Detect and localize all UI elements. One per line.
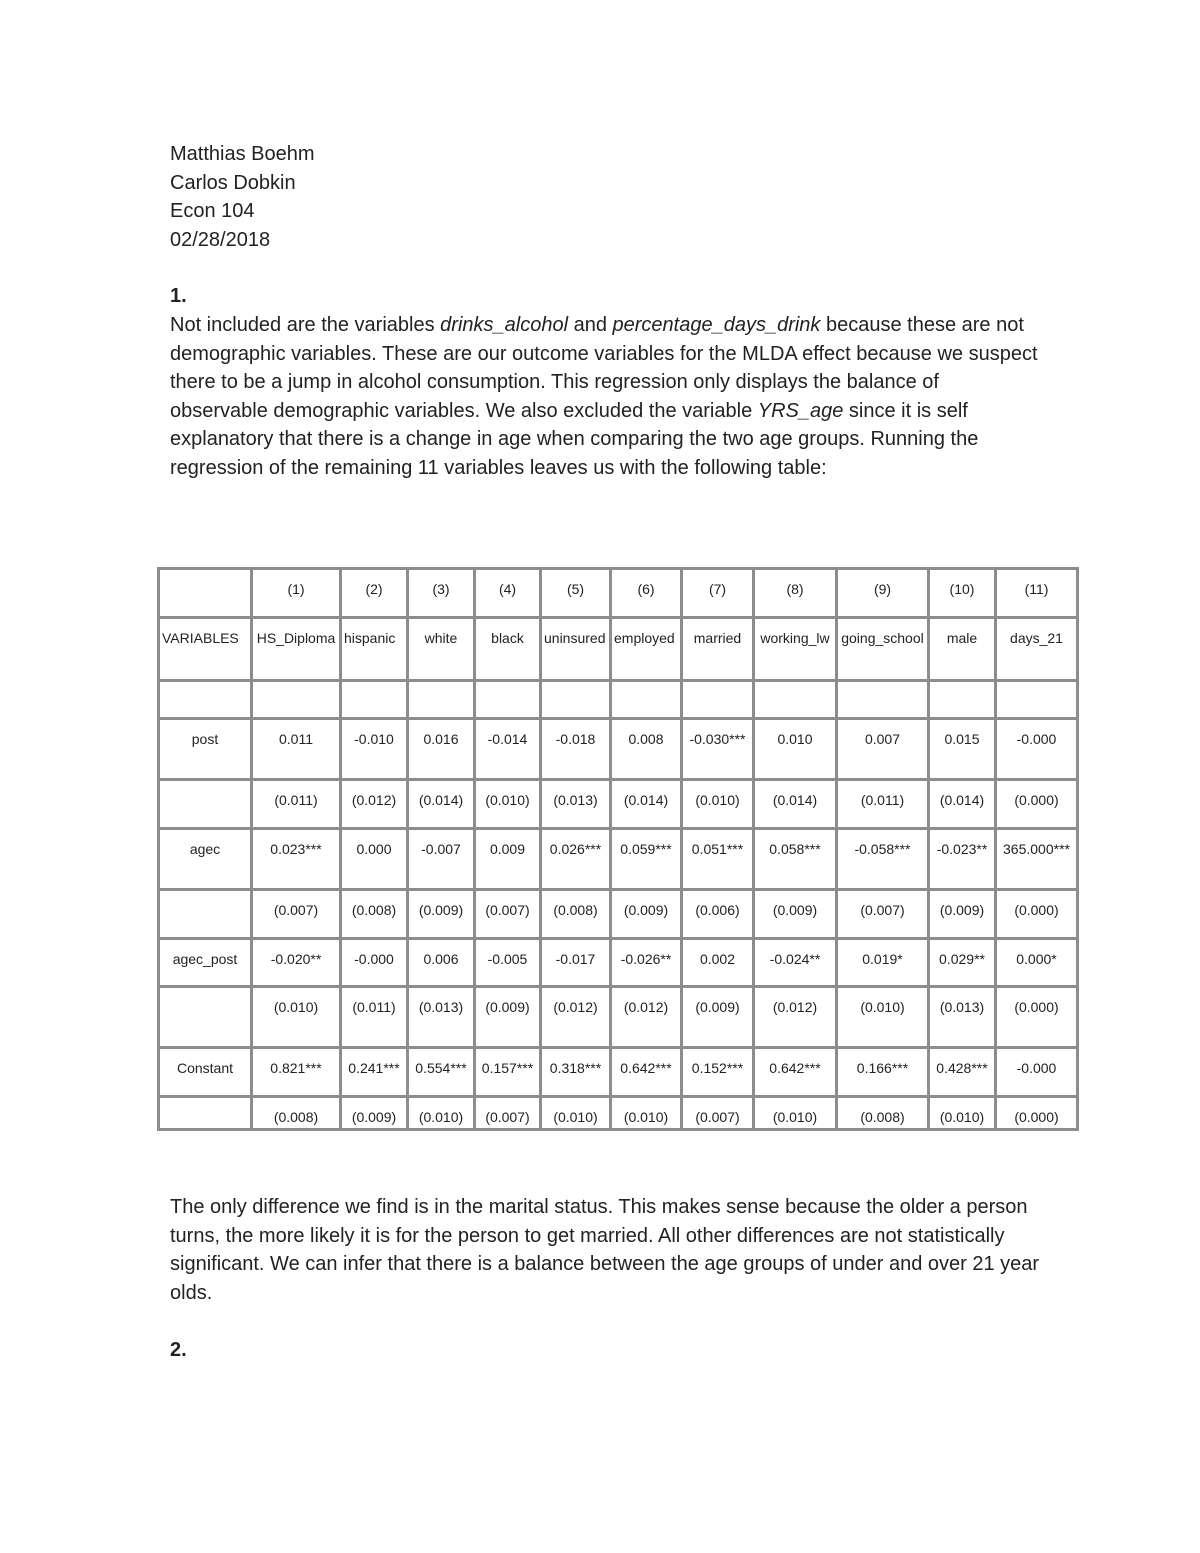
column-name-4	[475, 618, 541, 681]
question-1-number: 1.	[170, 285, 187, 307]
table-cell	[252, 890, 341, 939]
table-cell	[929, 829, 996, 890]
table-cell	[837, 1097, 929, 1130]
table-cell	[754, 1048, 837, 1097]
table-cell-text: 0.007	[864, 731, 901, 747]
empty-cell-text	[838, 682, 927, 692]
empty-cell	[611, 681, 682, 719]
table-cell-text: -0.020**	[270, 951, 322, 967]
column-number-10-text: (10)	[949, 581, 975, 597]
table-cell-text: 0.157***	[481, 1060, 534, 1076]
table-cell-text: 365.000***	[1003, 841, 1070, 857]
table-cell	[475, 987, 541, 1048]
table-cell	[341, 780, 408, 829]
column-number-6	[611, 569, 682, 618]
table-cell-text: (0.008)	[553, 902, 598, 918]
table-cell-text: (0.014)	[772, 792, 818, 808]
table-cell	[408, 780, 475, 829]
table-cell	[408, 719, 475, 780]
empty-cell	[541, 681, 611, 719]
intro-text-3: because these are not demographic variables. These are our outcome variables for the MLDA effect because we suspect there to be a jump in alcohol consumption. This regression only displays the balance of observable demographic variables. We also excluded the variable	[170, 314, 1038, 422]
table-cell	[341, 829, 408, 890]
table-cell	[682, 939, 754, 987]
table-cell-text: -0.024**	[769, 951, 821, 967]
table-cell-text: 0.008	[628, 731, 664, 747]
table-cell	[475, 719, 541, 780]
table-cell	[341, 1048, 408, 1097]
table-cell-text: (0.010)	[695, 792, 740, 808]
table-cell-text: (0.010)	[418, 1109, 464, 1125]
column-number-9-text: (9)	[873, 581, 892, 597]
table-cell-text: 0.241***	[348, 1060, 400, 1076]
table-cell	[475, 890, 541, 939]
row-label	[159, 890, 252, 939]
empty-cell	[754, 681, 837, 719]
column-number-7-text: (7)	[708, 581, 727, 597]
table-cell-text: 0.642***	[769, 1060, 821, 1076]
variable-yrs-age: YRS_age	[757, 399, 844, 422]
column-name-9	[837, 618, 929, 681]
empty-cell	[996, 681, 1078, 719]
table-cell	[996, 1097, 1078, 1130]
table-cell-text: (0.012)	[623, 999, 669, 1015]
variable-percentage-days-drink: percentage_days_drink	[612, 314, 821, 336]
table-cell	[252, 829, 341, 890]
empty-cell-text	[755, 682, 835, 692]
table-cell-text: (0.009)	[695, 999, 740, 1015]
table-cell-text: (0.008)	[860, 1109, 905, 1125]
row-label	[159, 939, 252, 987]
row-label-text	[160, 988, 250, 998]
table-cell	[475, 1097, 541, 1130]
table-cell	[252, 1048, 341, 1097]
column-number-3-text: (3)	[432, 581, 450, 597]
table-cell-text: (0.009)	[485, 999, 530, 1015]
table-cell	[754, 987, 837, 1048]
table-cell-text: 0.006	[423, 951, 459, 967]
column-name-9-text: going_school	[841, 630, 924, 646]
table-row	[159, 939, 1078, 987]
row-label	[159, 780, 252, 829]
table-cell-text: 0.166***	[856, 1060, 909, 1076]
table-cell	[837, 890, 929, 939]
table-cell	[408, 1097, 475, 1130]
table-cell	[541, 719, 611, 780]
table-cell-text: -0.007	[421, 841, 461, 857]
table-spacer-row	[159, 681, 1078, 719]
column-number-8	[754, 569, 837, 618]
table-cell-text: 0.010	[777, 731, 813, 747]
table-cell-text: (0.012)	[772, 999, 818, 1015]
table-cell	[929, 987, 996, 1048]
table-header-row-numbers	[159, 569, 1078, 618]
column-number-4	[475, 569, 541, 618]
table-cell	[929, 780, 996, 829]
table-cell	[408, 890, 475, 939]
empty-cell	[837, 681, 929, 719]
table-cell-text: -0.000	[354, 951, 394, 967]
table-cell-text: -0.026**	[620, 951, 672, 967]
column-name-6-text: employed	[614, 630, 675, 646]
regression-table	[157, 567, 1079, 1131]
column-name-8-text: working_lw	[760, 630, 830, 646]
table-cell-text: (0.010)	[553, 1109, 598, 1125]
table-cell-text: (0.013)	[939, 999, 985, 1015]
table-cell-text: 0.642***	[620, 1060, 672, 1076]
empty-cell	[159, 681, 252, 719]
column-name-7	[682, 618, 754, 681]
empty-cell-text	[612, 682, 680, 692]
column-number-4-text: (4)	[498, 581, 517, 597]
column-number-2-text: (2)	[365, 581, 383, 597]
table-cell	[996, 829, 1078, 890]
row-label-text: post	[191, 731, 219, 747]
table-cell-text: 0.026***	[549, 841, 602, 857]
empty-cell-text	[683, 682, 752, 692]
column-name-3	[408, 618, 475, 681]
table-cell-text: (0.013)	[418, 999, 464, 1015]
table-cell	[252, 987, 341, 1048]
table-cell	[929, 1097, 996, 1130]
row-label	[159, 719, 252, 780]
table-cell	[611, 987, 682, 1048]
table-cell	[837, 780, 929, 829]
empty-cell	[682, 681, 754, 719]
column-name-10-text: male	[946, 630, 978, 646]
table-cell-text: 0.023***	[270, 841, 322, 857]
empty-cell	[252, 681, 341, 719]
table-cell	[611, 1048, 682, 1097]
empty-cell-text	[342, 682, 406, 692]
table-cell	[341, 1097, 408, 1130]
table-cell-text: (0.013)	[553, 792, 598, 808]
table-cell-text: (0.009)	[772, 902, 818, 918]
table-cell	[611, 719, 682, 780]
table-cell-text: (0.009)	[351, 1109, 397, 1125]
table-cell-text: (0.007)	[485, 902, 530, 918]
row-label	[159, 829, 252, 890]
table-cell	[341, 987, 408, 1048]
professor-name: Carlos Dobkin	[170, 171, 296, 194]
table-cell	[754, 1097, 837, 1130]
table-row	[159, 1097, 1078, 1130]
table-cell	[611, 1097, 682, 1130]
table-row	[159, 719, 1078, 780]
table-cell	[541, 1097, 611, 1130]
empty-cell	[341, 681, 408, 719]
table-cell	[611, 829, 682, 890]
table-cell	[754, 780, 837, 829]
table-cell	[996, 719, 1078, 780]
row-label-text	[160, 1098, 250, 1108]
table-cell	[541, 939, 611, 987]
table-cell	[682, 987, 754, 1048]
table-cell	[341, 719, 408, 780]
row-label	[159, 1048, 252, 1097]
table-cell	[682, 780, 754, 829]
column-number-8-text: (8)	[786, 581, 804, 597]
table-cell-text: (0.008)	[351, 902, 397, 918]
table-cell-text: (0.012)	[553, 999, 598, 1015]
table-cell-text: -0.018	[555, 731, 596, 747]
table-cell-text: 0.428***	[936, 1060, 988, 1076]
table-cell-text: -0.005	[487, 951, 528, 967]
table-cell-text: 0.059***	[620, 841, 672, 857]
empty-cell-text	[930, 682, 994, 692]
intro-text-2: and	[568, 314, 613, 336]
table-cell	[252, 719, 341, 780]
row-label-text	[160, 781, 250, 791]
table-row	[159, 780, 1078, 829]
row-label	[159, 1097, 252, 1130]
table-cell-text: (0.007)	[695, 1109, 740, 1125]
table-cell	[682, 890, 754, 939]
table-row	[159, 1048, 1078, 1097]
table-cell-text: 0.318***	[549, 1060, 602, 1076]
table-cell-text: 0.011	[279, 731, 313, 747]
row-label-text: agec	[189, 841, 221, 857]
table-cell-text: (0.014)	[418, 792, 464, 808]
column-number-10	[929, 569, 996, 618]
empty-cell-text	[476, 682, 539, 692]
table-cell-text: (0.011)	[274, 792, 318, 808]
document-date: 02/28/2018	[170, 228, 271, 251]
table-cell	[996, 939, 1078, 987]
table-cell-text: (0.000)	[1014, 1109, 1059, 1125]
variables-header-text: VARIABLES	[162, 630, 239, 646]
table-cell-text: 0.016	[423, 731, 459, 747]
question-1-conclusion-paragraph: The only difference we find is in the marital status. This makes sense because the older a person turns, the more likely it is for the person to get married. All other differences are not statistically significant. We can infer that there is a balance between the age groups of under and over 21 year olds.	[170, 1196, 1040, 1304]
intro-text-4: since it is self explanatory that there is a change in age when comparing the two age groups. Running the regression of the remaining 11 variables leaves us with the following table:	[170, 399, 979, 479]
variable-drinks-alcohol: drinks_alcohol	[440, 314, 569, 336]
column-name-1	[252, 618, 341, 681]
table-cell-text: (0.007)	[273, 902, 319, 918]
column-name-10	[929, 618, 996, 681]
column-name-8	[754, 618, 837, 681]
row-label	[159, 987, 252, 1048]
table-cell	[837, 939, 929, 987]
column-number-5-text: (5)	[566, 581, 585, 597]
intro-text-1: Not included are the variables	[170, 314, 441, 336]
table-cell-text: (0.009)	[418, 902, 464, 918]
table-cell	[408, 939, 475, 987]
column-name-5	[541, 618, 611, 681]
table-cell	[996, 987, 1078, 1048]
empty-cell	[475, 681, 541, 719]
table-cell	[754, 890, 837, 939]
column-number-5	[541, 569, 611, 618]
empty-cell-text	[160, 682, 250, 692]
table-cell	[408, 987, 475, 1048]
table-cell-text: (0.007)	[860, 902, 905, 918]
table-cell	[475, 939, 541, 987]
table-cell-text: (0.010)	[939, 1109, 985, 1125]
table-cell-text: 0.009	[489, 841, 526, 857]
table-cell-text: 0.152***	[691, 1060, 744, 1076]
column-number-7	[682, 569, 754, 618]
table-cell	[837, 1048, 929, 1097]
document-header	[170, 140, 315, 254]
empty-cell	[929, 681, 996, 719]
column-name-5-text: uninsured	[544, 630, 606, 646]
table-cell-text: (0.008)	[273, 1109, 319, 1125]
column-name-2-text: hispanic	[344, 630, 396, 646]
table-cell	[682, 1097, 754, 1130]
table-cell-text: (0.010)	[623, 1109, 669, 1125]
column-number-11-text: (11)	[1024, 581, 1049, 597]
row-label-text	[160, 891, 250, 901]
table-cell	[541, 987, 611, 1048]
question-1-intro-paragraph	[170, 311, 1040, 483]
row-label-text: Constant	[176, 1060, 234, 1076]
table-cell	[682, 829, 754, 890]
table-cell	[929, 939, 996, 987]
table-cell-text: 0.002	[699, 951, 736, 967]
table-cell-text: (0.010)	[485, 792, 530, 808]
table-cell	[754, 719, 837, 780]
question-2-number: 2.	[170, 1339, 187, 1361]
column-number-3	[408, 569, 475, 618]
table-cell	[754, 939, 837, 987]
table-cell-text: (0.011)	[860, 792, 905, 808]
course-name: Econ 104	[170, 200, 255, 223]
table-row	[159, 987, 1078, 1048]
table-cell-text: 0.058***	[769, 841, 821, 857]
table-cell-text: 0.000	[356, 841, 392, 857]
column-number-11	[996, 569, 1078, 618]
table-cell-text: -0.058***	[854, 841, 911, 857]
column-name-2	[341, 618, 408, 681]
table-cell-text: 0.019*	[862, 951, 903, 967]
table-cell	[475, 1048, 541, 1097]
table-cell-text: -0.000	[1016, 1060, 1057, 1076]
empty-cell-text	[253, 682, 339, 692]
table-cell	[475, 829, 541, 890]
empty-cell-text	[409, 682, 473, 692]
table-cell-text: (0.010)	[772, 1109, 818, 1125]
table-cell	[837, 829, 929, 890]
table-cell	[341, 939, 408, 987]
table-cell-text: 0.000*	[1016, 951, 1057, 967]
column-name-11	[996, 618, 1078, 681]
header-corner-cell	[159, 569, 252, 618]
table-cell	[682, 1048, 754, 1097]
table-header-row-variables	[159, 618, 1078, 681]
table-cell	[611, 780, 682, 829]
column-number-1-text: (1)	[287, 581, 305, 597]
table-cell-text: (0.000)	[1014, 999, 1059, 1015]
empty-cell-text	[997, 682, 1076, 692]
table-cell	[611, 939, 682, 987]
table-cell-text: -0.014	[487, 731, 528, 747]
table-cell-text: 0.029**	[939, 951, 985, 967]
table-row	[159, 890, 1078, 939]
column-name-1-text: HS_Diploma	[256, 630, 336, 646]
table-cell-text: (0.014)	[939, 792, 985, 808]
column-number-6-text: (6)	[637, 581, 655, 597]
table-cell	[682, 719, 754, 780]
table-cell	[754, 829, 837, 890]
table-cell-text: -0.030***	[689, 731, 746, 747]
variables-header	[159, 618, 252, 681]
column-name-4-text: black	[491, 630, 524, 646]
table-cell-text: -0.017	[555, 951, 596, 967]
column-name-6	[611, 618, 682, 681]
table-cell	[252, 1097, 341, 1130]
table-cell-text: 0.051***	[691, 841, 744, 857]
table-cell	[929, 719, 996, 780]
table-cell-text: -0.000	[1016, 731, 1057, 747]
table-cell	[929, 890, 996, 939]
column-name-7-text: married	[693, 630, 742, 646]
table-cell-text: (0.011)	[352, 999, 396, 1015]
table-cell	[252, 939, 341, 987]
table-cell-text: -0.010	[354, 731, 394, 747]
empty-cell-text	[542, 682, 609, 692]
empty-cell	[408, 681, 475, 719]
column-number-1	[252, 569, 341, 618]
column-name-3-text: white	[424, 630, 458, 646]
table-cell-text: (0.000)	[1014, 902, 1059, 918]
column-number-2	[341, 569, 408, 618]
column-number-9	[837, 569, 929, 618]
table-cell	[541, 829, 611, 890]
table-cell	[475, 780, 541, 829]
table-cell	[996, 780, 1078, 829]
table-cell	[341, 890, 408, 939]
table-cell-text: (0.006)	[695, 902, 740, 918]
table-cell-text: 0.015	[944, 731, 980, 747]
table-cell-text: 0.554***	[415, 1060, 467, 1076]
row-label-text: agec_post	[172, 951, 238, 967]
author-name: Matthias Boehm	[170, 143, 315, 165]
table-cell-text: (0.014)	[623, 792, 669, 808]
table-cell	[996, 890, 1078, 939]
table-cell	[611, 890, 682, 939]
table-cell	[408, 829, 475, 890]
table-cell-text: (0.007)	[485, 1109, 530, 1125]
table-cell-text: (0.010)	[273, 999, 319, 1015]
table-cell-text: (0.009)	[623, 902, 669, 918]
table-cell-text: 0.821***	[270, 1060, 322, 1076]
table-cell-text: (0.010)	[860, 999, 905, 1015]
table-cell	[837, 719, 929, 780]
table-cell	[929, 1048, 996, 1097]
table-cell-text: (0.012)	[351, 792, 397, 808]
table-cell-text: (0.000)	[1014, 792, 1059, 808]
table-cell	[252, 780, 341, 829]
table-cell	[408, 1048, 475, 1097]
table-cell-text: (0.009)	[939, 902, 985, 918]
table-cell	[837, 987, 929, 1048]
table-row	[159, 829, 1078, 890]
header-corner-cell-text	[160, 570, 250, 580]
table-cell	[541, 780, 611, 829]
table-cell	[541, 890, 611, 939]
table-cell	[541, 1048, 611, 1097]
column-name-11-text: days_21	[1010, 630, 1063, 646]
table-cell-text: -0.023**	[936, 841, 988, 857]
table-cell	[996, 1048, 1078, 1097]
